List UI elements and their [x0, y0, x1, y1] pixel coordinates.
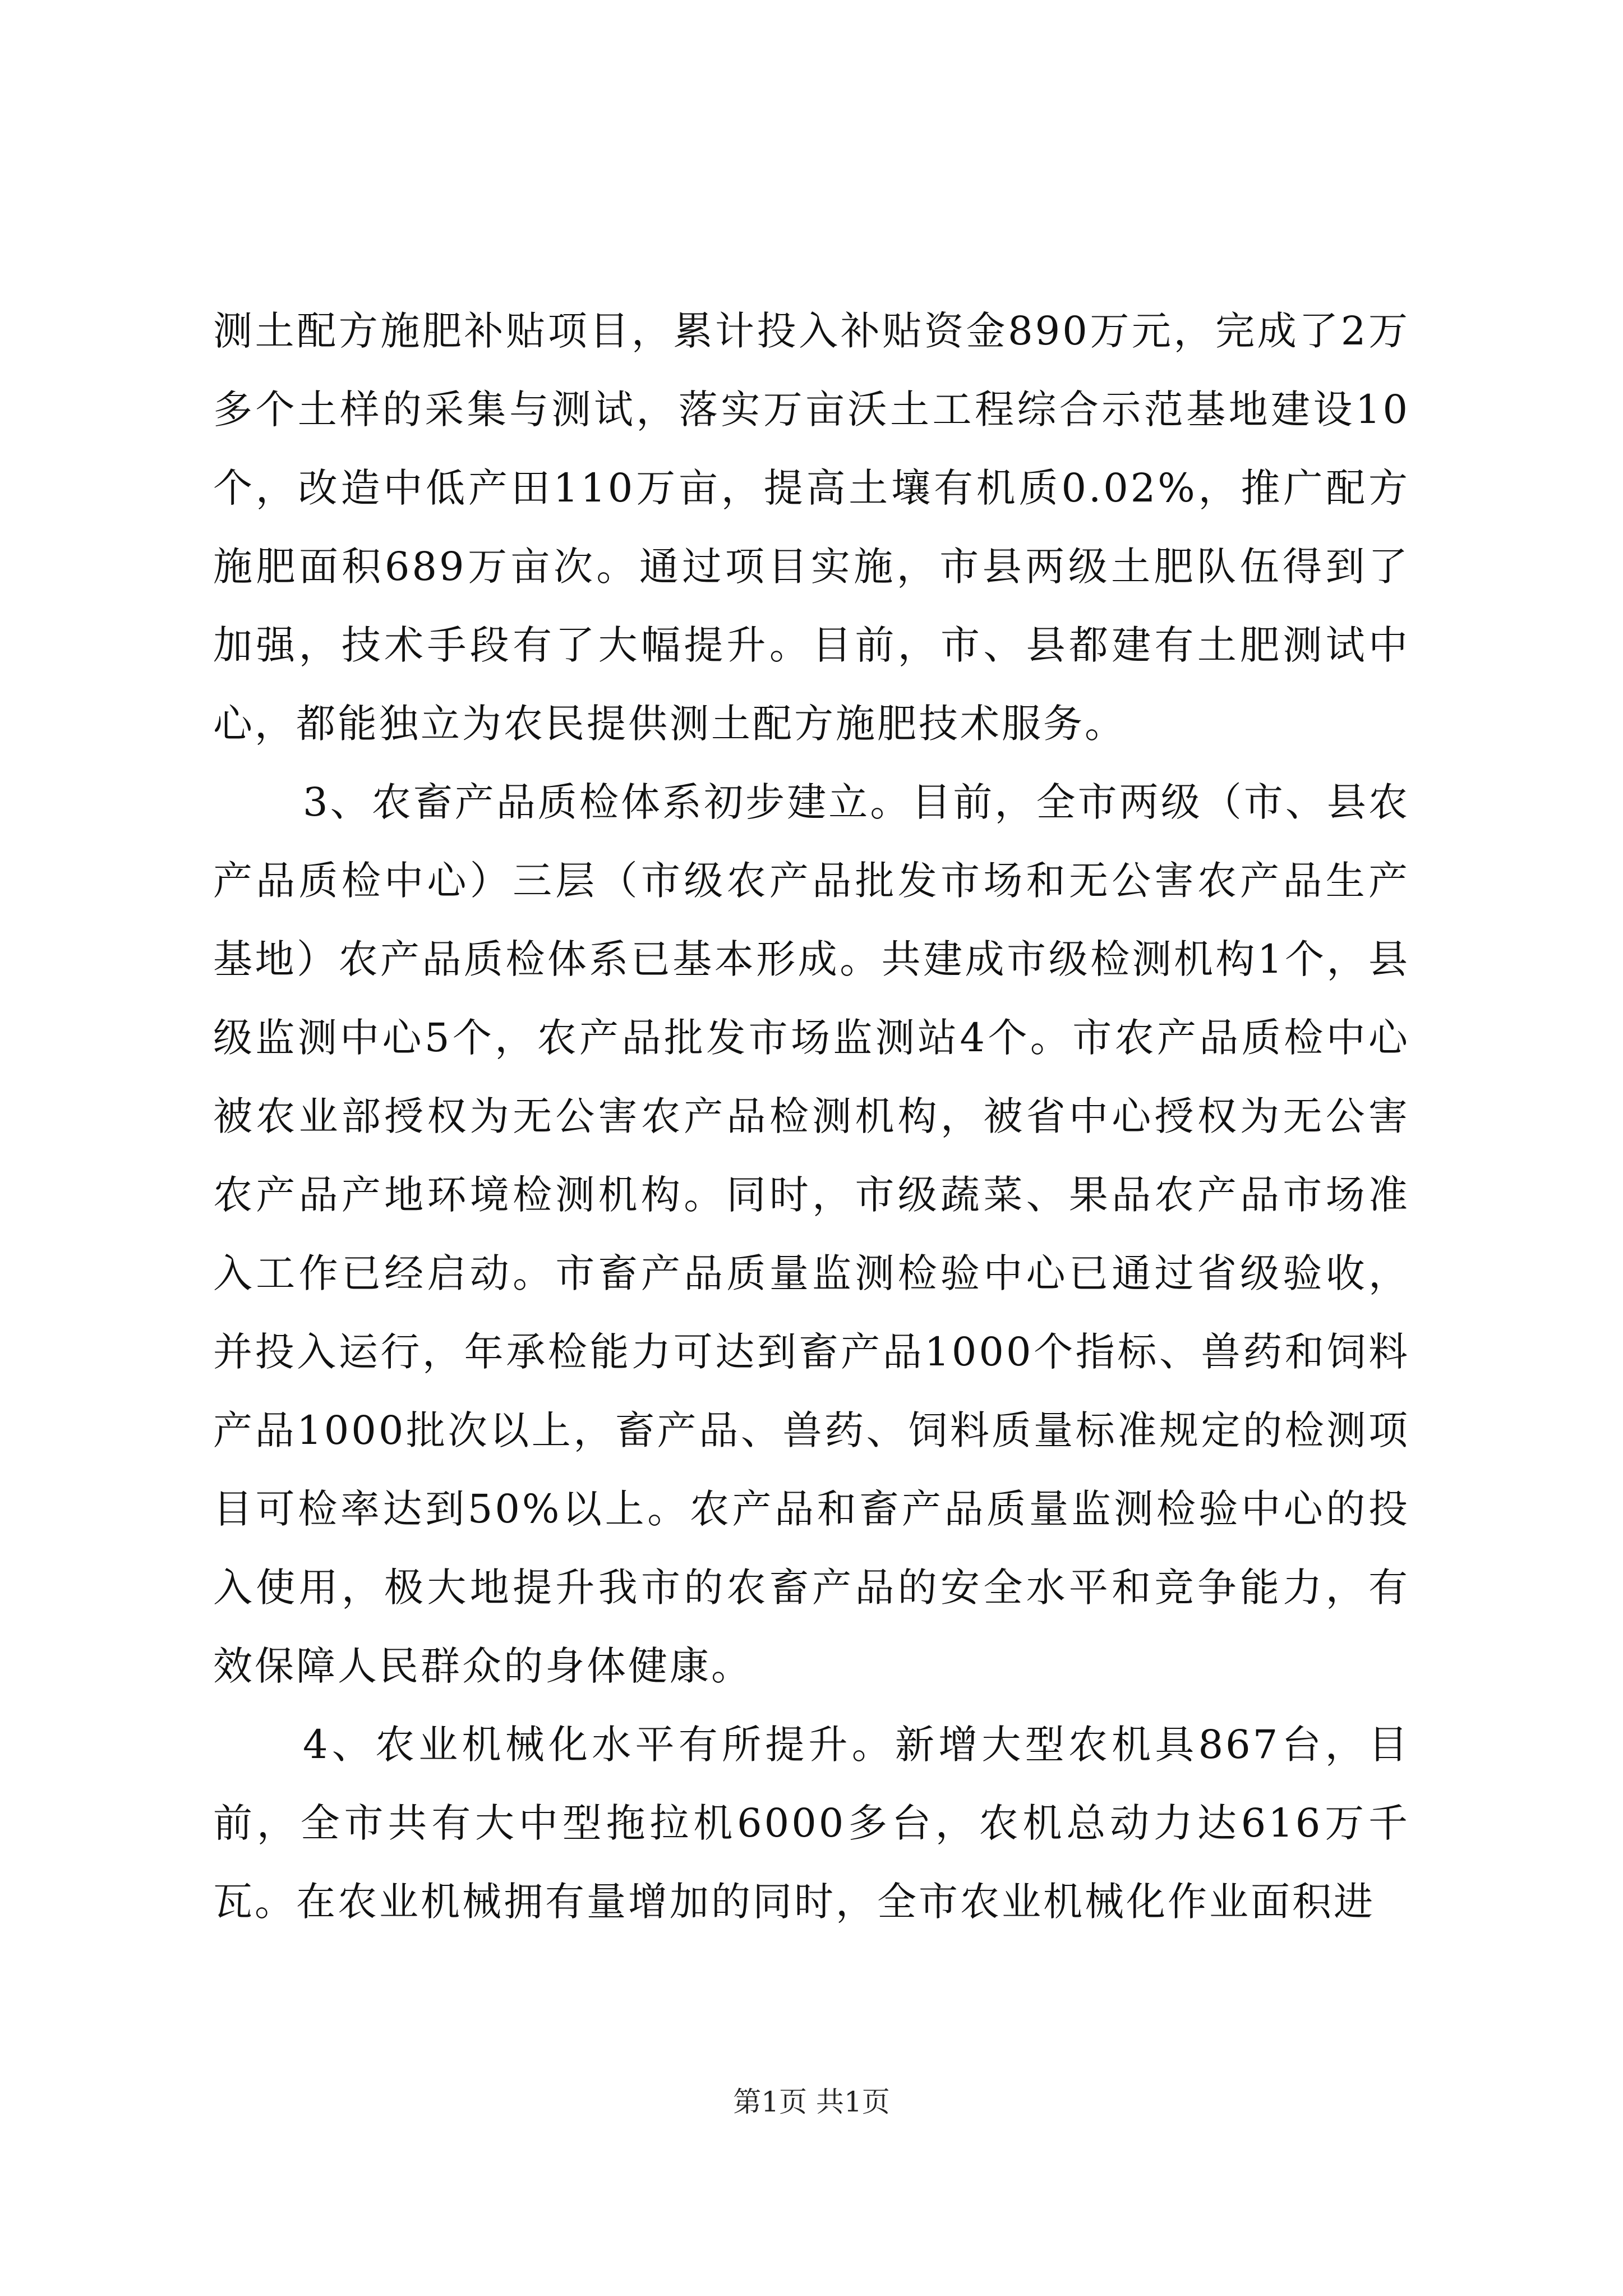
paragraph-mechanization: 4、农业机械化水平有所提升。新增大型农机具867台，目前，全市共有大中型拖拉机6000多台，农机总动力达616万千瓦。在农业机械拥有量增加的同时，全市农业机械化作业面积进 — [213, 1722, 1410, 1925]
document-body — [213, 292, 1410, 1941]
paragraph-quality-inspection: 3、农畜产品质检体系初步建立。目前，全市两级（市、县农产品质检中心）三层（市级农产品批发市场和无公害农产品生产基地）农产品质检体系已基本形成。共建成市级检测机构1个，县级监测中心5个，农产品批发市场监测站4个。市农产品质检中心被农业部授权为无公害农产品检测机构，被省中心授权为无公害农产品产地环境检测机构。同时，市级蔬菜、果品农产品市场准入工作已经启动。市畜产品质量监测检验中心已通过省级验收，并投入运行，年承检能力可达到畜产品1000个指标、兽药和饲料产品1000批次以上，畜产品、兽药、饲料质量标准规定的检测项目可检率达到50%以上。农产品和畜产品质量监测检验中心的投入使用，极大地提升我市的农畜产品的安全水平和竞争能力，有效保障人民群众的身体健康。 — [213, 779, 1410, 1689]
page-footer: 第1页 共1页 — [733, 2086, 890, 2118]
paragraph-soil-testing: 测土配方施肥补贴项目，累计投入补贴资金890万元，完成了2万多个土样的采集与测试，落实万亩沃土工程综合示范基地建设10个，改造中低产田110万亩，提高土壤有机质0.02%，推广配方施肥面积689万亩次。通过项目实施，市县两级土肥队伍得到了加强，技术手段有了大幅提升。目前，市、县都建有土肥测试中心，都能独立为农民提供测土配方施肥技术服务。 — [213, 308, 1410, 747]
